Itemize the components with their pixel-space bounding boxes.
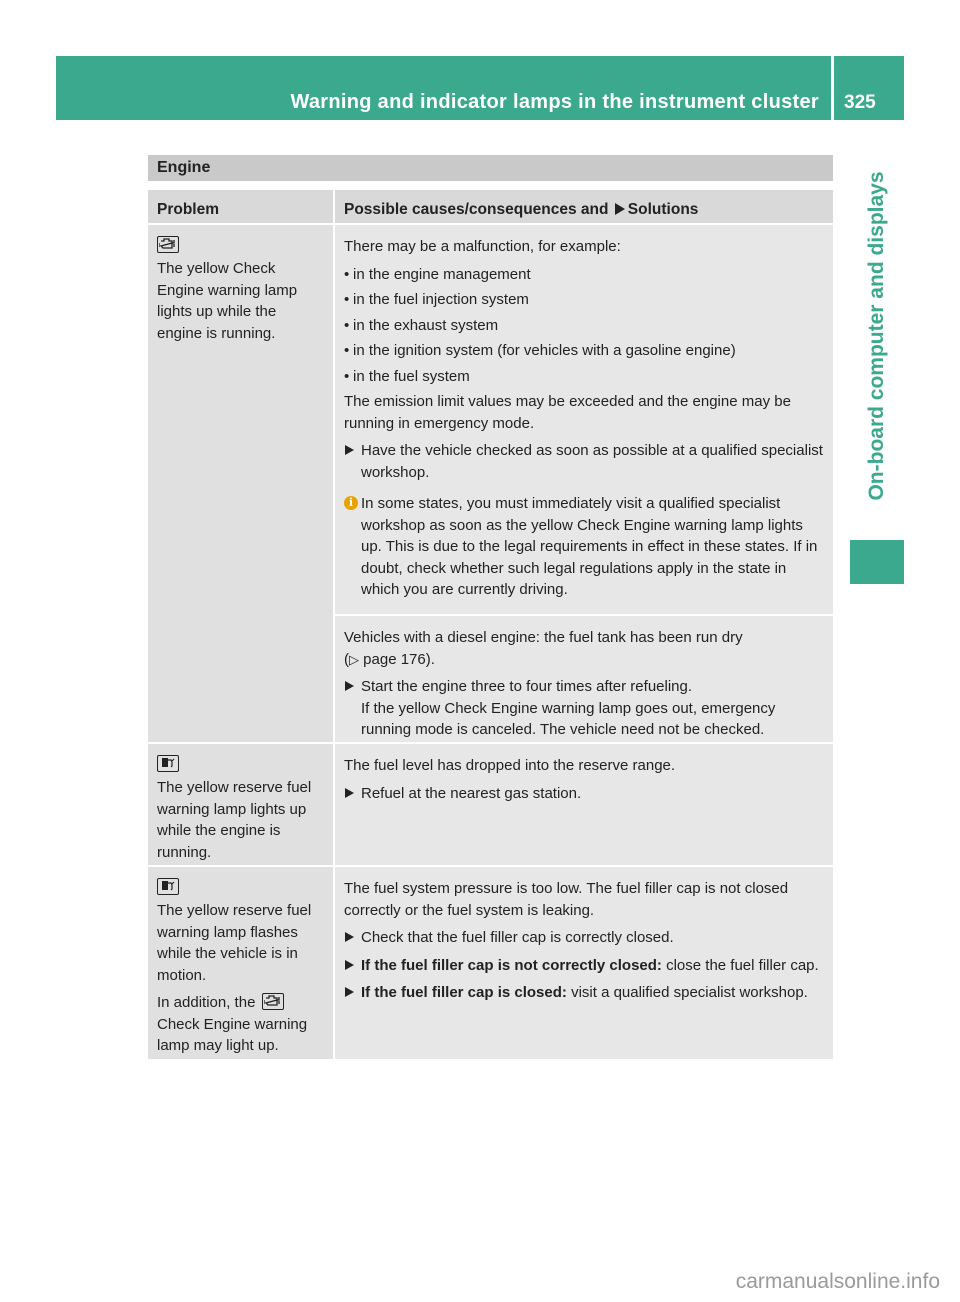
action-arrow-icon	[615, 203, 625, 215]
action-arrow-icon	[345, 932, 354, 942]
row1-diesel-action-result: If the yellow Check Engine warning lamp goes out, emergency running mode is canceled. The vehicle need not be checked.	[361, 699, 776, 738]
paren: (	[344, 650, 349, 668]
row3-action2-text: close the fuel filler cap.	[666, 956, 819, 974]
side-tab-label: On-board computer and displays	[865, 171, 888, 501]
running-header-title: Warning and indicator lamps in the instrument cluster	[290, 91, 819, 113]
header-band	[56, 56, 831, 120]
row1-action	[344, 440, 824, 483]
side-tab-marker	[850, 540, 904, 584]
row3-action3-condition: If the fuel filler cap is closed:	[361, 984, 567, 1001]
row3-problem-text: The yellow reserve fuel warning lamp flashes while the vehicle is in motion.	[157, 902, 312, 984]
column-header-problem-label: Problem	[157, 201, 220, 218]
row2-problem-text: The yellow reserve fuel warning lamp lights up while the engine is running.	[157, 779, 312, 861]
list-item: • in the fuel system	[344, 366, 824, 388]
row1-intro: There may be a malfunction, for example:	[344, 238, 621, 255]
row1-consequence: The emission limit values may be exceeded and the engine may be running in emergency mode.	[344, 393, 791, 432]
row3-action3	[344, 982, 824, 1004]
row3-problem-addition	[157, 992, 324, 1057]
row2-action-text: Refuel at the nearest gas station.	[361, 784, 582, 802]
column-header-solutions-label: Possible causes/consequences and	[344, 201, 609, 218]
fuel-pump-icon	[157, 878, 179, 895]
page-reference-link[interactable]: page 176).	[363, 650, 435, 668]
row3-text: The fuel system pressure is too low. The fuel filler cap is not closed correctly or the fuel system is leaking.	[344, 880, 789, 919]
column-header-problem	[148, 190, 333, 223]
row1-diesel-cell	[335, 616, 833, 742]
page-reference-icon: ▷	[349, 651, 359, 667]
row1-info-note	[344, 493, 824, 601]
row2-text: The fuel level has dropped into the reserve range.	[344, 757, 676, 774]
row1-problem-cell	[148, 225, 333, 742]
row1-diesel-action	[344, 676, 824, 741]
page-number-box	[834, 56, 904, 120]
action-arrow-icon	[345, 788, 354, 798]
check-engine-icon	[262, 993, 284, 1010]
row3-addition-post: Check Engine warning lamp may light up.	[157, 1015, 308, 1055]
row2-action	[344, 783, 824, 805]
row1-action-text: Have the vehicle checked as soon as possible at a qualified specialist workshop.	[361, 442, 823, 481]
fuel-pump-icon	[157, 755, 179, 772]
watermark-logo: carmanualsonline.info	[735, 1270, 940, 1293]
row2-problem-cell	[148, 744, 333, 865]
list-item: • in the engine management	[344, 264, 824, 286]
list-item: • in the exhaust system	[344, 315, 824, 337]
section-title-bar	[148, 155, 833, 181]
row1-info-text: In some states, you must immediately visit a qualified specialist workshop as soon as the yellow Check Engine warning lamp lights up. This is due to the legal requirements in effect in these states. If in doubt, check whether such legal regulations apply in the state in which you are currently driving.	[361, 495, 818, 598]
action-arrow-icon	[345, 987, 354, 997]
row3-action2-condition: If the fuel filler cap is not correctly closed:	[361, 956, 662, 974]
section-title: Engine	[157, 159, 211, 176]
row2-solution-cell	[335, 744, 833, 865]
info-icon: i	[344, 496, 358, 510]
row1-solution-cell	[335, 225, 833, 614]
row3-action1	[344, 927, 824, 949]
row1-diesel-intro: Vehicles with a diesel engine: the fuel tank has been run dry	[344, 629, 743, 646]
row1-problem-text: The yellow Check Engine warning lamp lights up while the engine is running.	[157, 260, 298, 342]
column-header-solutions	[335, 190, 833, 223]
action-arrow-icon	[345, 445, 354, 455]
row1-diesel-text	[344, 627, 824, 670]
row3-problem-cell	[148, 867, 333, 1059]
row3-action2	[344, 955, 824, 977]
row3-action3-text: visit a qualified specialist workshop.	[571, 984, 808, 1001]
list-item: • in the fuel injection system	[344, 289, 824, 311]
action-arrow-icon	[345, 681, 354, 691]
check-engine-icon	[157, 236, 179, 253]
row3-action1-text: Check that the fuel filler cap is correctly closed.	[361, 929, 674, 946]
row1-diesel-action-text: Start the engine three to four times after refueling.	[361, 678, 693, 695]
row3-addition-pre: In addition, the	[157, 994, 256, 1012]
row3-solution-cell	[335, 867, 833, 1059]
page-number: 325	[844, 92, 876, 113]
column-header-solutions-suffix: Solutions	[627, 201, 699, 218]
action-arrow-icon	[345, 960, 354, 970]
list-item: • in the ignition system (for vehicles with a gasoline engine)	[344, 340, 824, 362]
